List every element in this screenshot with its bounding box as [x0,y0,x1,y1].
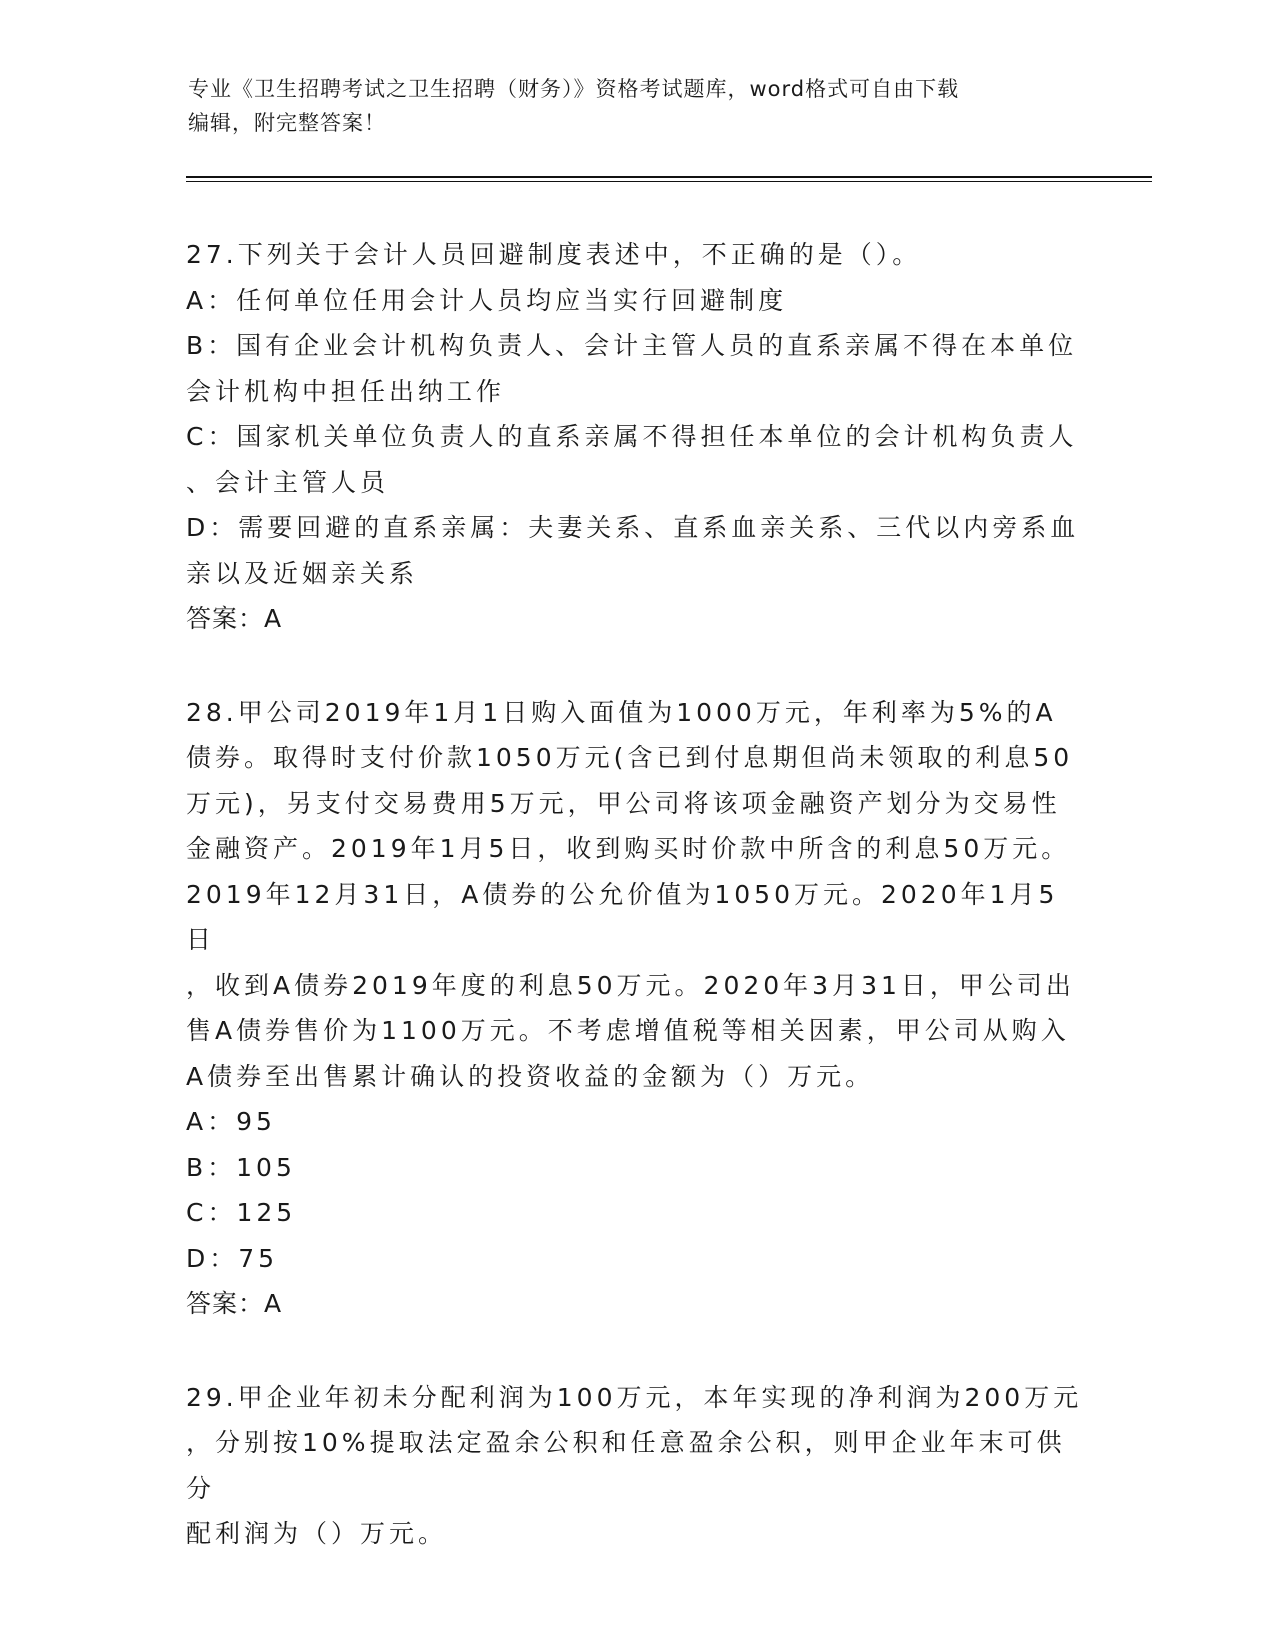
option-line: 亲以及近姻亲关系 [186,558,419,588]
answer-line: 答案：A [186,1289,283,1318]
answer-line: 答案：A [186,604,283,633]
option-line: A：95 [186,1107,276,1136]
option-line: B：105 [186,1152,296,1182]
question-text-line: 配利润为（）万元。 [186,1519,448,1548]
option-line: 、会计主管人员 [186,467,390,497]
question-1 [186,232,1086,642]
question-text-line: 29.甲企业年初未分配利润为100万元，本年实现的净利润为200万元 [186,1382,1083,1412]
question-text-line: 万元)，另支付交易费用5万元，甲公司将该项金融资产划分为交易性 [186,788,1061,818]
header-line-2: 编辑，附完整答案！ [188,111,386,135]
question-list [186,232,1086,1605]
header-divider-thin [186,181,1152,182]
question-3 [186,1375,1086,1557]
header-line-1: 专业《卫生招聘考试之卫生招聘（财务）》资格考试题库，word格式可自由下载 [188,77,960,101]
header-divider-thick [186,176,1152,178]
question-text-line: 金融资产。2019年1月5日，收到购买时价款中所含的利息50万元。 [186,834,1071,863]
option-line: C：国家机关单位负责人的直系亲属不得担任本单位的会计机构负责人 [186,422,1078,451]
question-text-line: 27.下列关于会计人员回避制度表述中，不正确的是（）。 [186,240,922,269]
question-text-line: 2019年12月31日，A债券的公允价值为1050万元。2020年1月5日 [186,879,1059,954]
option-line: B：国有企业会计机构负责人、会计主管人员的直系亲属不得在本单位 [186,331,1078,360]
question-2 [186,690,1086,1327]
document-header [188,72,1068,140]
question-text-line: 28.甲公司2019年1月1日购入面值为1000万元，年利率为5%的A [186,697,1057,727]
option-line: C：125 [186,1198,297,1227]
option-line: 会计机构中担任出纳工作 [186,376,506,406]
option-line: A：任何单位任用会计人员均应当实行回避制度 [186,285,788,315]
question-text-line: ，分别按10%提取法定盈余公积和任意盈余公积，则甲企业年末可供分 [186,1428,1066,1503]
question-text-line: A债券至出售累计确认的投资收益的金额为（）万元。 [186,1061,875,1091]
question-text-line: 售A债券售价为1100万元。不考虑增值税等相关因素，甲公司从购入 [186,1016,1070,1045]
question-text-line: 债券。取得时支付价款1050万元(含已到付息期但尚未领取的利息50 [186,743,1074,772]
option-line: D：75 [186,1243,279,1273]
option-line: D：需要回避的直系亲属：夫妻关系、直系血亲关系、三代以内旁系血 [186,513,1080,542]
question-text-line: ，收到A债券2019年度的利息50万元。2020年3月31日，甲公司出 [186,970,1075,1000]
